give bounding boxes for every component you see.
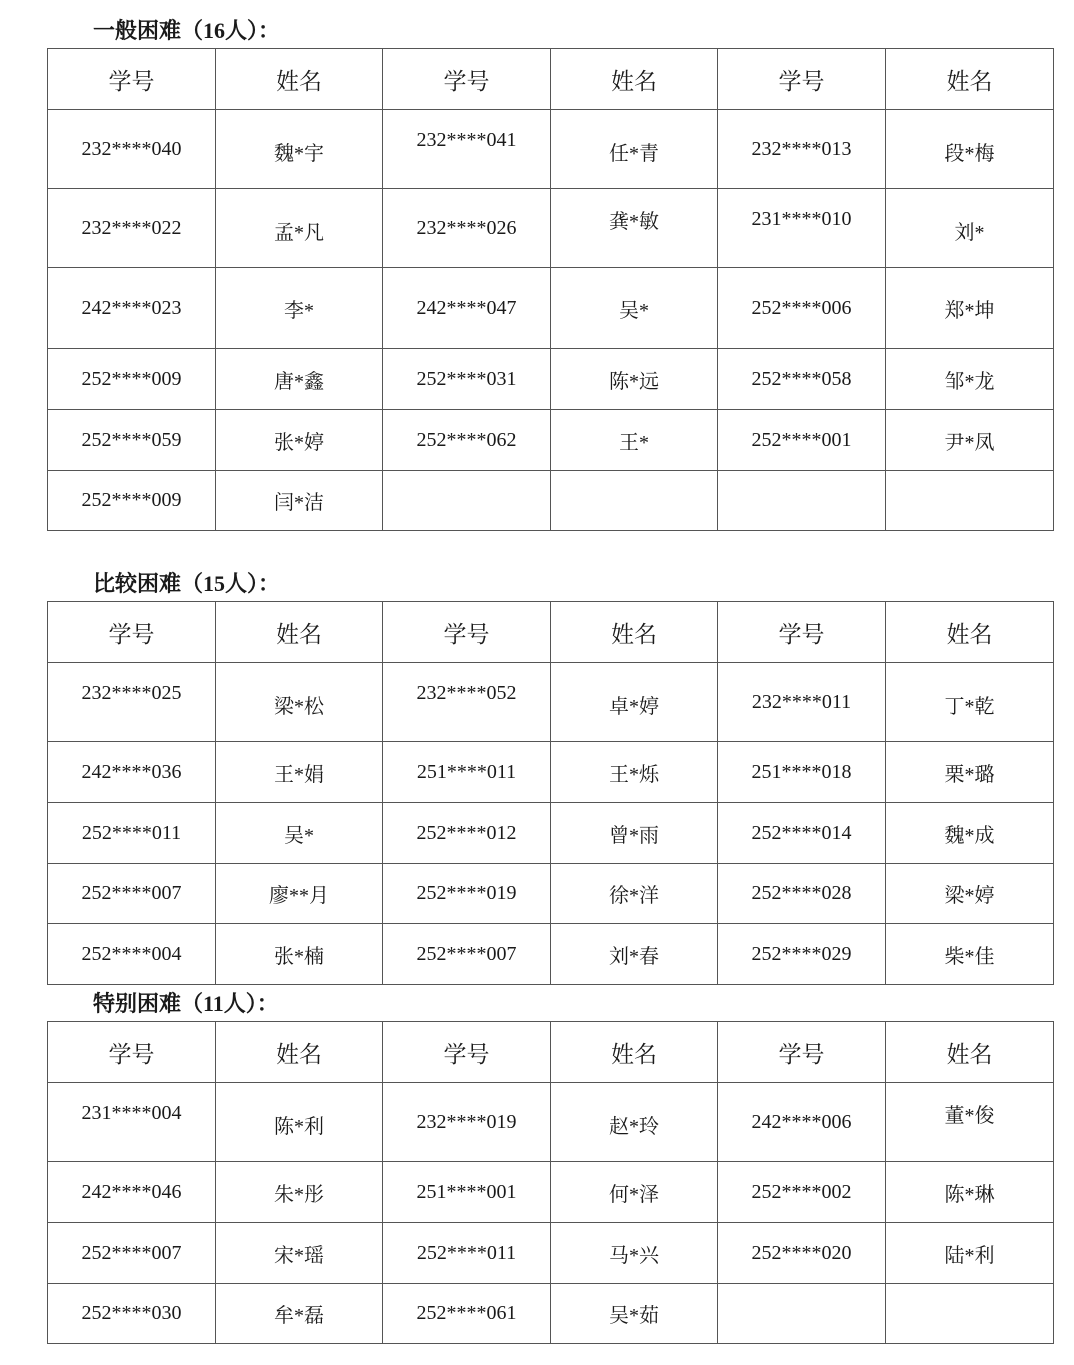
- student-name-cell: 曾*雨: [551, 803, 718, 864]
- student-id-cell: 232****019: [383, 1083, 551, 1162]
- student-name-cell: 闫*洁: [216, 471, 383, 531]
- student-name-cell: 牟*磊: [216, 1284, 383, 1344]
- header-name: 姓名: [551, 602, 718, 663]
- student-id-cell: 231****004: [48, 1083, 216, 1162]
- table-row: [48, 663, 1054, 742]
- student-id-cell: 252****007: [48, 864, 216, 924]
- student-table-general: [47, 48, 1054, 531]
- student-name-cell: 吴*茹: [551, 1284, 718, 1344]
- student-name-cell: 马*兴: [551, 1223, 718, 1284]
- student-id-cell: 252****009: [48, 349, 216, 410]
- student-id-cell: 242****036: [48, 742, 216, 803]
- table-row: [48, 471, 1054, 531]
- student-id-cell: 242****047: [383, 268, 551, 349]
- student-id-cell: 252****030: [48, 1284, 216, 1344]
- header-student-id: 学号: [48, 49, 216, 110]
- student-id-cell: 251****011: [383, 742, 551, 803]
- student-name-cell: 朱*彤: [216, 1162, 383, 1223]
- table-row: [48, 864, 1054, 924]
- student-id-cell: 252****019: [383, 864, 551, 924]
- student-id-cell: [718, 1284, 886, 1344]
- student-id-cell: 252****012: [383, 803, 551, 864]
- table-row: [48, 1223, 1054, 1284]
- student-id-cell: 242****046: [48, 1162, 216, 1223]
- student-id-cell: 232****052: [383, 663, 551, 742]
- student-name-cell: 梁*婷: [886, 864, 1054, 924]
- student-name-cell: 张*楠: [216, 924, 383, 985]
- student-id-cell: 252****001: [718, 410, 886, 471]
- table-row: [48, 110, 1054, 189]
- student-name-cell: 李*: [216, 268, 383, 349]
- student-table-relatively: [47, 601, 1054, 985]
- student-id-cell: 252****011: [383, 1223, 551, 1284]
- student-name-cell: 王*烁: [551, 742, 718, 803]
- student-name-cell: 王*: [551, 410, 718, 471]
- student-name-cell: 栗*璐: [886, 742, 1054, 803]
- student-name-cell: 陈*琳: [886, 1162, 1054, 1223]
- student-name-cell: 王*娟: [216, 742, 383, 803]
- student-name-cell: 卓*婷: [551, 663, 718, 742]
- student-id-cell: 252****029: [718, 924, 886, 985]
- header-name: 姓名: [886, 602, 1054, 663]
- student-table-especially: [47, 1021, 1054, 1344]
- student-name-cell: 任*青: [551, 110, 718, 189]
- student-name-cell: 何*泽: [551, 1162, 718, 1223]
- header-student-id: 学号: [383, 602, 551, 663]
- student-id-cell: 252****031: [383, 349, 551, 410]
- section-title-general: 一般困难（16人）：: [93, 18, 281, 43]
- student-name-cell: 郑*坤: [886, 268, 1054, 349]
- student-id-cell: 252****006: [718, 268, 886, 349]
- student-id-cell: 252****058: [718, 349, 886, 410]
- student-id-cell: [383, 471, 551, 531]
- table-row: [48, 268, 1054, 349]
- section-title-especially: 特别困难（11人）：: [93, 991, 279, 1016]
- student-id-cell: 252****007: [383, 924, 551, 985]
- table-row: [48, 742, 1054, 803]
- header-name: 姓名: [216, 49, 383, 110]
- table-header-row: [48, 1022, 1054, 1083]
- header-name: 姓名: [551, 1022, 718, 1083]
- student-name-cell: 唐*鑫: [216, 349, 383, 410]
- header-student-id: 学号: [718, 49, 886, 110]
- student-name-cell: 段*梅: [886, 110, 1054, 189]
- student-id-cell: 232****011: [718, 663, 886, 742]
- student-name-cell: [886, 471, 1054, 531]
- student-name-cell: 孟*凡: [216, 189, 383, 268]
- student-name-cell: 尹*凤: [886, 410, 1054, 471]
- header-name: 姓名: [216, 602, 383, 663]
- student-name-cell: 邹*龙: [886, 349, 1054, 410]
- student-name-cell: 魏*宇: [216, 110, 383, 189]
- section-title-relatively: 比较困难（15人）：: [93, 571, 281, 596]
- header-student-id: 学号: [48, 602, 216, 663]
- student-id-cell: 252****020: [718, 1223, 886, 1284]
- student-name-cell: 丁*乾: [886, 663, 1054, 742]
- header-name: 姓名: [551, 49, 718, 110]
- table-row: [48, 349, 1054, 410]
- student-id-cell: 252****011: [48, 803, 216, 864]
- student-id-cell: 232****022: [48, 189, 216, 268]
- table-row: [48, 924, 1054, 985]
- table-row: [48, 1083, 1054, 1162]
- student-name-cell: 刘*: [886, 189, 1054, 268]
- student-name-cell: 赵*玲: [551, 1083, 718, 1162]
- student-name-cell: 吴*: [551, 268, 718, 349]
- student-name-cell: 董*俊: [886, 1083, 1054, 1162]
- table-row: [48, 189, 1054, 268]
- student-name-cell: [551, 471, 718, 531]
- header-name: 姓名: [886, 49, 1054, 110]
- student-id-cell: [718, 471, 886, 531]
- student-name-cell: 吴*: [216, 803, 383, 864]
- student-id-cell: 252****062: [383, 410, 551, 471]
- student-id-cell: 252****002: [718, 1162, 886, 1223]
- table-header-row: [48, 602, 1054, 663]
- header-name: 姓名: [216, 1022, 383, 1083]
- student-id-cell: 251****001: [383, 1162, 551, 1223]
- student-name-cell: 龚*敏: [551, 189, 718, 268]
- student-name-cell: 陈*利: [216, 1083, 383, 1162]
- header-student-id: 学号: [718, 602, 886, 663]
- table-row: [48, 1284, 1054, 1344]
- student-name-cell: 廖**月: [216, 864, 383, 924]
- student-id-cell: 232****026: [383, 189, 551, 268]
- student-name-cell: 刘*春: [551, 924, 718, 985]
- student-name-cell: 陆*利: [886, 1223, 1054, 1284]
- header-student-id: 学号: [718, 1022, 886, 1083]
- student-name-cell: 宋*瑶: [216, 1223, 383, 1284]
- student-id-cell: 252****004: [48, 924, 216, 985]
- student-id-cell: 252****061: [383, 1284, 551, 1344]
- student-id-cell: 252****028: [718, 864, 886, 924]
- student-id-cell: 252****009: [48, 471, 216, 531]
- student-id-cell: 252****059: [48, 410, 216, 471]
- student-id-cell: 232****013: [718, 110, 886, 189]
- student-id-cell: 251****018: [718, 742, 886, 803]
- student-id-cell: 232****025: [48, 663, 216, 742]
- student-name-cell: [886, 1284, 1054, 1344]
- header-student-id: 学号: [48, 1022, 216, 1083]
- student-id-cell: 231****010: [718, 189, 886, 268]
- header-name: 姓名: [886, 1022, 1054, 1083]
- student-name-cell: 魏*成: [886, 803, 1054, 864]
- student-id-cell: 232****040: [48, 110, 216, 189]
- student-id-cell: 232****041: [383, 110, 551, 189]
- student-id-cell: 242****023: [48, 268, 216, 349]
- table-row: [48, 410, 1054, 471]
- student-id-cell: 252****014: [718, 803, 886, 864]
- header-student-id: 学号: [383, 1022, 551, 1083]
- student-name-cell: 徐*洋: [551, 864, 718, 924]
- student-id-cell: 242****006: [718, 1083, 886, 1162]
- header-student-id: 学号: [383, 49, 551, 110]
- table-row: [48, 1162, 1054, 1223]
- student-id-cell: 252****007: [48, 1223, 216, 1284]
- table-row: [48, 803, 1054, 864]
- student-name-cell: 陈*远: [551, 349, 718, 410]
- student-name-cell: 梁*松: [216, 663, 383, 742]
- table-header-row: [48, 49, 1054, 110]
- student-name-cell: 柴*佳: [886, 924, 1054, 985]
- student-name-cell: 张*婷: [216, 410, 383, 471]
